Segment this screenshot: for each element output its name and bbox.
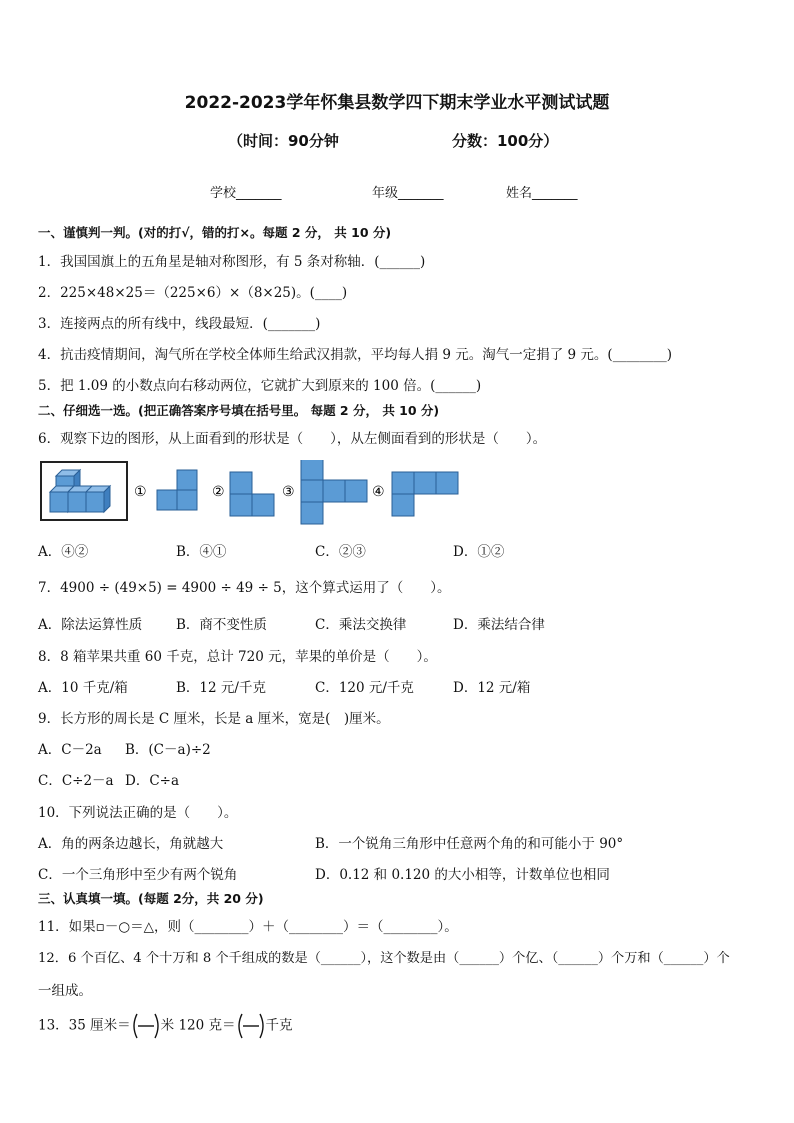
- question-13: [38, 1013, 293, 1039]
- q6-option-d: D．①②: [453, 544, 505, 560]
- score-label: 分数：100分）: [452, 132, 559, 150]
- q13-part-2: 米 120 克＝: [160, 1017, 236, 1034]
- section-2-heading: 二、仔细选一选。(把正确答案序号填在括号里。 每题 2 分， 共 10 分): [38, 403, 440, 418]
- q9-option-a: A．C－2a: [38, 742, 102, 758]
- figure-label-1: ①: [134, 484, 147, 500]
- q13-part-1: 13．35 厘米＝: [38, 1017, 131, 1034]
- figure-label-2: ②: [212, 484, 225, 500]
- q10-option-a: A．角的两条边越长，角就越大: [38, 836, 224, 852]
- q8-option-d: D．12 元/箱: [453, 680, 531, 696]
- q8-option-b: B．12 元/千克: [176, 680, 266, 696]
- section-3-heading: 三、认真填一填。(每题 2分，共 20 分): [38, 891, 264, 906]
- view-4: [392, 472, 458, 516]
- views-figure: [40, 460, 470, 526]
- section-1-heading: 一、谨慎判一判。(对的打√，错的打×。每题 2 分， 共 10 分): [38, 225, 392, 240]
- view-2: [230, 472, 274, 516]
- figure-label-4: ④: [372, 484, 385, 500]
- question-8: 8．8 箱苹果共重 60 千克，总计 720 元，苹果的单价是（ ）。: [38, 649, 437, 665]
- name-field: 姓名_______: [506, 186, 578, 201]
- q10-option-b: B．一个锐角三角形中任意两个角的和可能小于 90°: [315, 836, 624, 852]
- q10-option-d: D．0.12 和 0.120 的大小相等，计数单位也相同: [315, 867, 610, 883]
- q8-option-c: C．120 元/千克: [315, 680, 414, 696]
- question-12-line-2: 一组成。: [38, 983, 92, 999]
- question-6: 6．观察下边的图形，从上面看到的形状是（ ），从左侧面看到的形状是（ ）。: [38, 431, 547, 447]
- question-10: 10．下列说法正确的是（ ）。: [38, 805, 238, 821]
- q7-option-b: B．商不变性质: [176, 617, 267, 633]
- question-3: 3．连接两点的所有线中，线段最短．(_______): [38, 316, 321, 332]
- grade-field: 年级_______: [372, 186, 444, 201]
- question-7: 7．4900 ÷ (49×5) = 4900 ÷ 49 ÷ 5，这个算式运用了（ ）。: [38, 580, 451, 596]
- q8-option-a: A．10 千克/箱: [38, 680, 128, 696]
- question-5: 5．把 1.09 的小数点向右移动两位，它就扩大到原来的 100 倍。(______): [38, 378, 482, 394]
- q9-option-b: B．(C－a)÷2: [125, 742, 211, 758]
- question-12-line-1: 12．6 个百亿、4 个十万和 8 个千组成的数是（______），这个数是由（______）个亿、（______）个万和（______）个: [38, 951, 730, 966]
- q7-option-d: D．乘法结合律: [453, 617, 545, 633]
- page-title: 2022-2023学年怀集县数学四下期末学业水平测试试题: [184, 93, 610, 113]
- question-11: 11．如果▫－○＝△，则（________）＋（________）＝（________）。: [38, 919, 458, 935]
- school-field: 学校_______: [210, 186, 282, 201]
- q7-option-c: C．乘法交换律: [315, 617, 407, 633]
- question-1: 1．我国国旗上的五角星是轴对称图形，有 5 条对称轴．(______): [38, 254, 426, 270]
- view-1: [157, 470, 197, 510]
- q6-option-b: B．④①: [176, 544, 227, 560]
- fraction-blank-1: [131, 1013, 161, 1039]
- question-9: 9．长方形的周长是 C 厘米，长是 a 厘米，宽是( )厘米。: [38, 711, 390, 727]
- q9-option-d: D．C÷a: [125, 773, 180, 789]
- question-4: 4．抗击疫情期间，淘气所在学校全体师生给武汉捐款，平均每人捐 9 元。淘气一定捐了 9 元。(________): [38, 347, 672, 363]
- q7-option-a: A．除法运算性质: [38, 617, 143, 633]
- q6-option-a: A．④②: [38, 544, 89, 560]
- q9-option-c: C．C÷2－a: [38, 773, 114, 789]
- time-label: （时间：90分钟: [228, 132, 339, 150]
- view-3: [301, 460, 367, 524]
- q13-part-3: 千克: [265, 1017, 293, 1034]
- figure-label-3: ③: [282, 484, 295, 500]
- fraction-blank-2: [236, 1013, 266, 1039]
- q6-option-c: C．②③: [315, 544, 366, 560]
- q10-option-c: C．一个三角形中至少有两个锐角: [38, 867, 238, 883]
- question-2: 2．225×48×25＝（225×6）×（8×25)。(____): [38, 285, 348, 301]
